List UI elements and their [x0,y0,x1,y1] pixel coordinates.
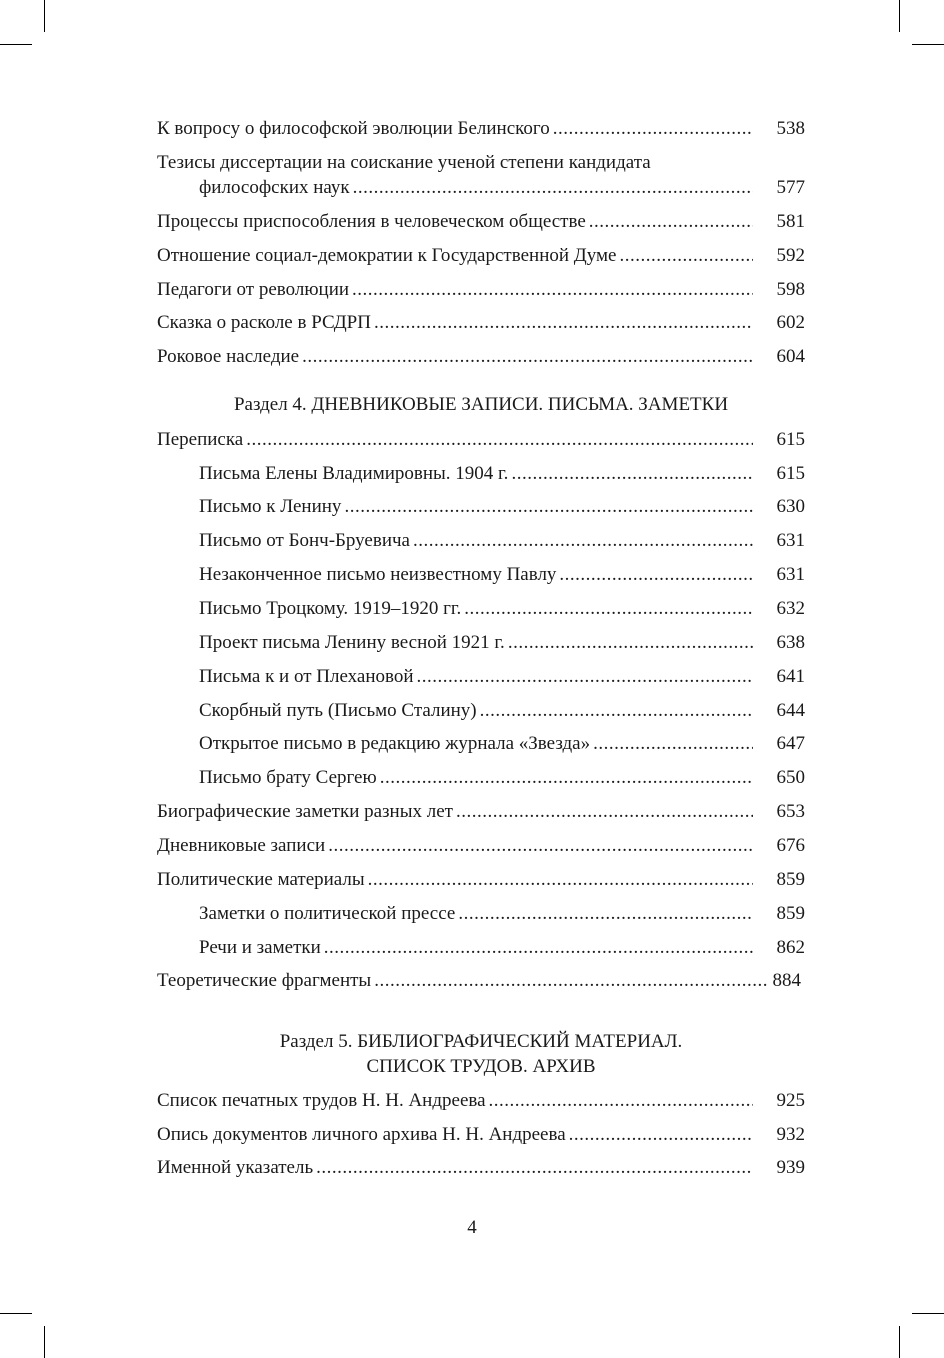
toc-entry-title: Открытое письмо в редакцию журнала «Звезда» [199,733,591,754]
toc-entry-title: Речи и заметки [199,937,321,958]
toc-entry-title: Проект письма Ленину весной 1921 г. [199,632,505,653]
toc-entry-page: 592 [776,245,805,266]
dot-leader [246,428,753,452]
toc-entry[interactable] [157,969,805,993]
dot-leader [456,800,753,824]
dot-leader [368,868,753,892]
toc-subentry[interactable] [157,936,805,960]
toc-entry[interactable] [157,868,805,892]
toc-entry-page: 538 [776,118,805,139]
toc-entry-title: Письма Елены Владимировны. 1904 г. [199,463,509,484]
toc-entry-page: 604 [776,346,805,367]
crop-mark-right-bottom [912,1313,944,1314]
dot-leader [328,834,753,858]
toc-subentry[interactable] [157,766,805,790]
toc-entry-title: Письмо брату Сергею [199,767,377,788]
toc-entry[interactable] [157,176,805,200]
toc-entry-page: 631 [776,530,805,551]
toc-entry-title: Опись документов личного архива Н. Н. Андреева [157,1124,566,1145]
crop-mark-left-top [0,44,32,45]
toc-entry[interactable] [157,345,805,369]
dot-leader [553,117,753,141]
toc-entry[interactable] [157,210,805,234]
toc-entry-page: 859 [776,903,805,924]
dot-leader [324,936,753,960]
toc-entry[interactable] [157,834,805,858]
toc-entry-page: 615 [776,463,805,484]
toc-subentry[interactable] [157,699,805,723]
toc-entry-title: Роковое наследие [157,346,300,367]
toc-subentry[interactable] [157,597,805,621]
toc-entry-page: 641 [776,666,805,687]
toc-entry-title: К вопросу о философской эволюции Белинского [157,118,550,139]
dot-leader [380,766,753,790]
toc-entry-title: Сказка о расколе в РСДРП [157,312,371,333]
toc-entry-title: Биографические заметки разных лет [157,801,453,822]
toc-entry-page: 862 [776,937,805,958]
toc-entry[interactable] [157,1123,805,1147]
dot-leader [374,969,769,993]
dot-leader [458,902,753,926]
toc-entry-title-line1: Тезисы диссертации на соискание ученой степени кандидата [157,152,651,173]
dot-leader [508,631,753,655]
section-heading: Раздел 4. ДНЕВНИКОВЫЕ ЗАПИСИ. ПИСЬМА. ЗАМЕТКИ [233,394,729,415]
toc-entry[interactable] [157,428,805,452]
toc-entry-page: 615 [776,429,805,450]
toc-entry-title: Переписка [157,429,244,450]
crop-mark-right-top [912,44,944,45]
toc-subentry[interactable] [157,631,805,655]
toc-entry-page: 632 [776,598,805,619]
dot-leader [489,1089,753,1113]
toc-entry-title: Отношение социал-демократии к Государственной Думе [157,245,617,266]
toc-entry-page: 884 [772,970,801,991]
crop-mark-bottom-left [44,1326,45,1358]
dot-leader [374,311,753,335]
toc-entry-title: Скорбный путь (Письмо Сталину) [199,700,477,721]
toc-entry-page: 932 [776,1124,805,1145]
dot-leader [344,495,753,519]
toc-entry-title: Политические материалы [157,869,365,890]
toc-entry-page: 650 [776,767,805,788]
toc-entry-title: Список печатных трудов Н. Н. Андреева [157,1090,486,1111]
crop-mark-top-right [899,0,900,32]
toc-entry-title: Именной указатель [157,1157,314,1178]
toc-entry-page: 602 [776,312,805,333]
dot-leader [353,176,753,200]
toc-entry-title: Письма к и от Плехановой [199,666,414,687]
toc-entry-page: 638 [776,632,805,653]
toc-entry-title: Дневниковые записи [157,835,326,856]
toc-entry-page: 577 [776,177,805,198]
toc-entry-page: 630 [776,496,805,517]
dot-leader [480,699,753,723]
toc-entry-title: Незаконченное письмо неизвестному Павлу [199,564,557,585]
toc-entry-page: 653 [776,801,805,822]
dot-leader [593,732,753,756]
toc-subentry[interactable] [157,665,805,689]
dot-leader [559,563,753,587]
toc-subentry[interactable] [157,462,805,486]
toc-entry[interactable] [157,800,805,824]
toc-entry-page: 676 [776,835,805,856]
toc-subentry[interactable] [157,902,805,926]
section-heading-line1: Раздел 5. БИБЛИОГРАФИЧЕСКИЙ МАТЕРИАЛ. [279,1031,683,1052]
toc-entry[interactable] [157,311,805,335]
toc-entry[interactable] [157,1156,805,1180]
dot-leader [511,462,753,486]
toc-entry-title: Письмо от Бонч-Бруевича [199,530,410,551]
toc-entry-title: Письмо Троцкому. 1919–1920 гг. [199,598,462,619]
dot-leader [352,278,753,302]
crop-mark-top-left [44,0,45,32]
dot-leader [302,345,753,369]
dot-leader [417,665,753,689]
toc-entry-title: Письмо к Ленину [199,496,342,517]
dot-leader [569,1123,753,1147]
toc-subentry[interactable] [157,732,805,756]
crop-mark-left-bottom [0,1313,32,1314]
toc-entry-page: 925 [776,1090,805,1111]
page-number: 4 [467,1217,477,1238]
toc-subentry[interactable] [157,529,805,553]
crop-mark-bottom-right [899,1326,900,1358]
toc-subentry[interactable] [157,563,805,587]
toc-entry-page: 581 [776,211,805,232]
toc-entry[interactable] [157,278,805,302]
toc-entry-title: Заметки о политической прессе [199,903,456,924]
dot-leader [619,244,753,268]
toc-entry-page: 644 [776,700,805,721]
toc-entry-title: Теоретические фрагменты [157,970,372,991]
toc-entry-title: Процессы приспособления в человеческом обществе [157,211,586,232]
toc-entry-page: 598 [776,279,805,300]
toc-subentry[interactable] [157,495,805,519]
section-heading-line2: СПИСОК ТРУДОВ. АРХИВ [366,1056,596,1077]
toc-entry-page: 647 [776,733,805,754]
dot-leader [316,1156,753,1180]
dot-leader [464,597,753,621]
toc-entry-page: 939 [776,1157,805,1178]
toc-entry[interactable] [157,117,805,141]
toc-entry-page: 631 [776,564,805,585]
toc-entry-page: 859 [776,869,805,890]
toc-entry-title: Педагоги от революции [157,279,350,300]
toc-entry[interactable] [157,244,805,268]
dot-leader [413,529,753,553]
toc-entry-title-line2: философских наук [199,177,350,198]
toc-entry[interactable] [157,1089,805,1113]
dot-leader [589,210,753,234]
